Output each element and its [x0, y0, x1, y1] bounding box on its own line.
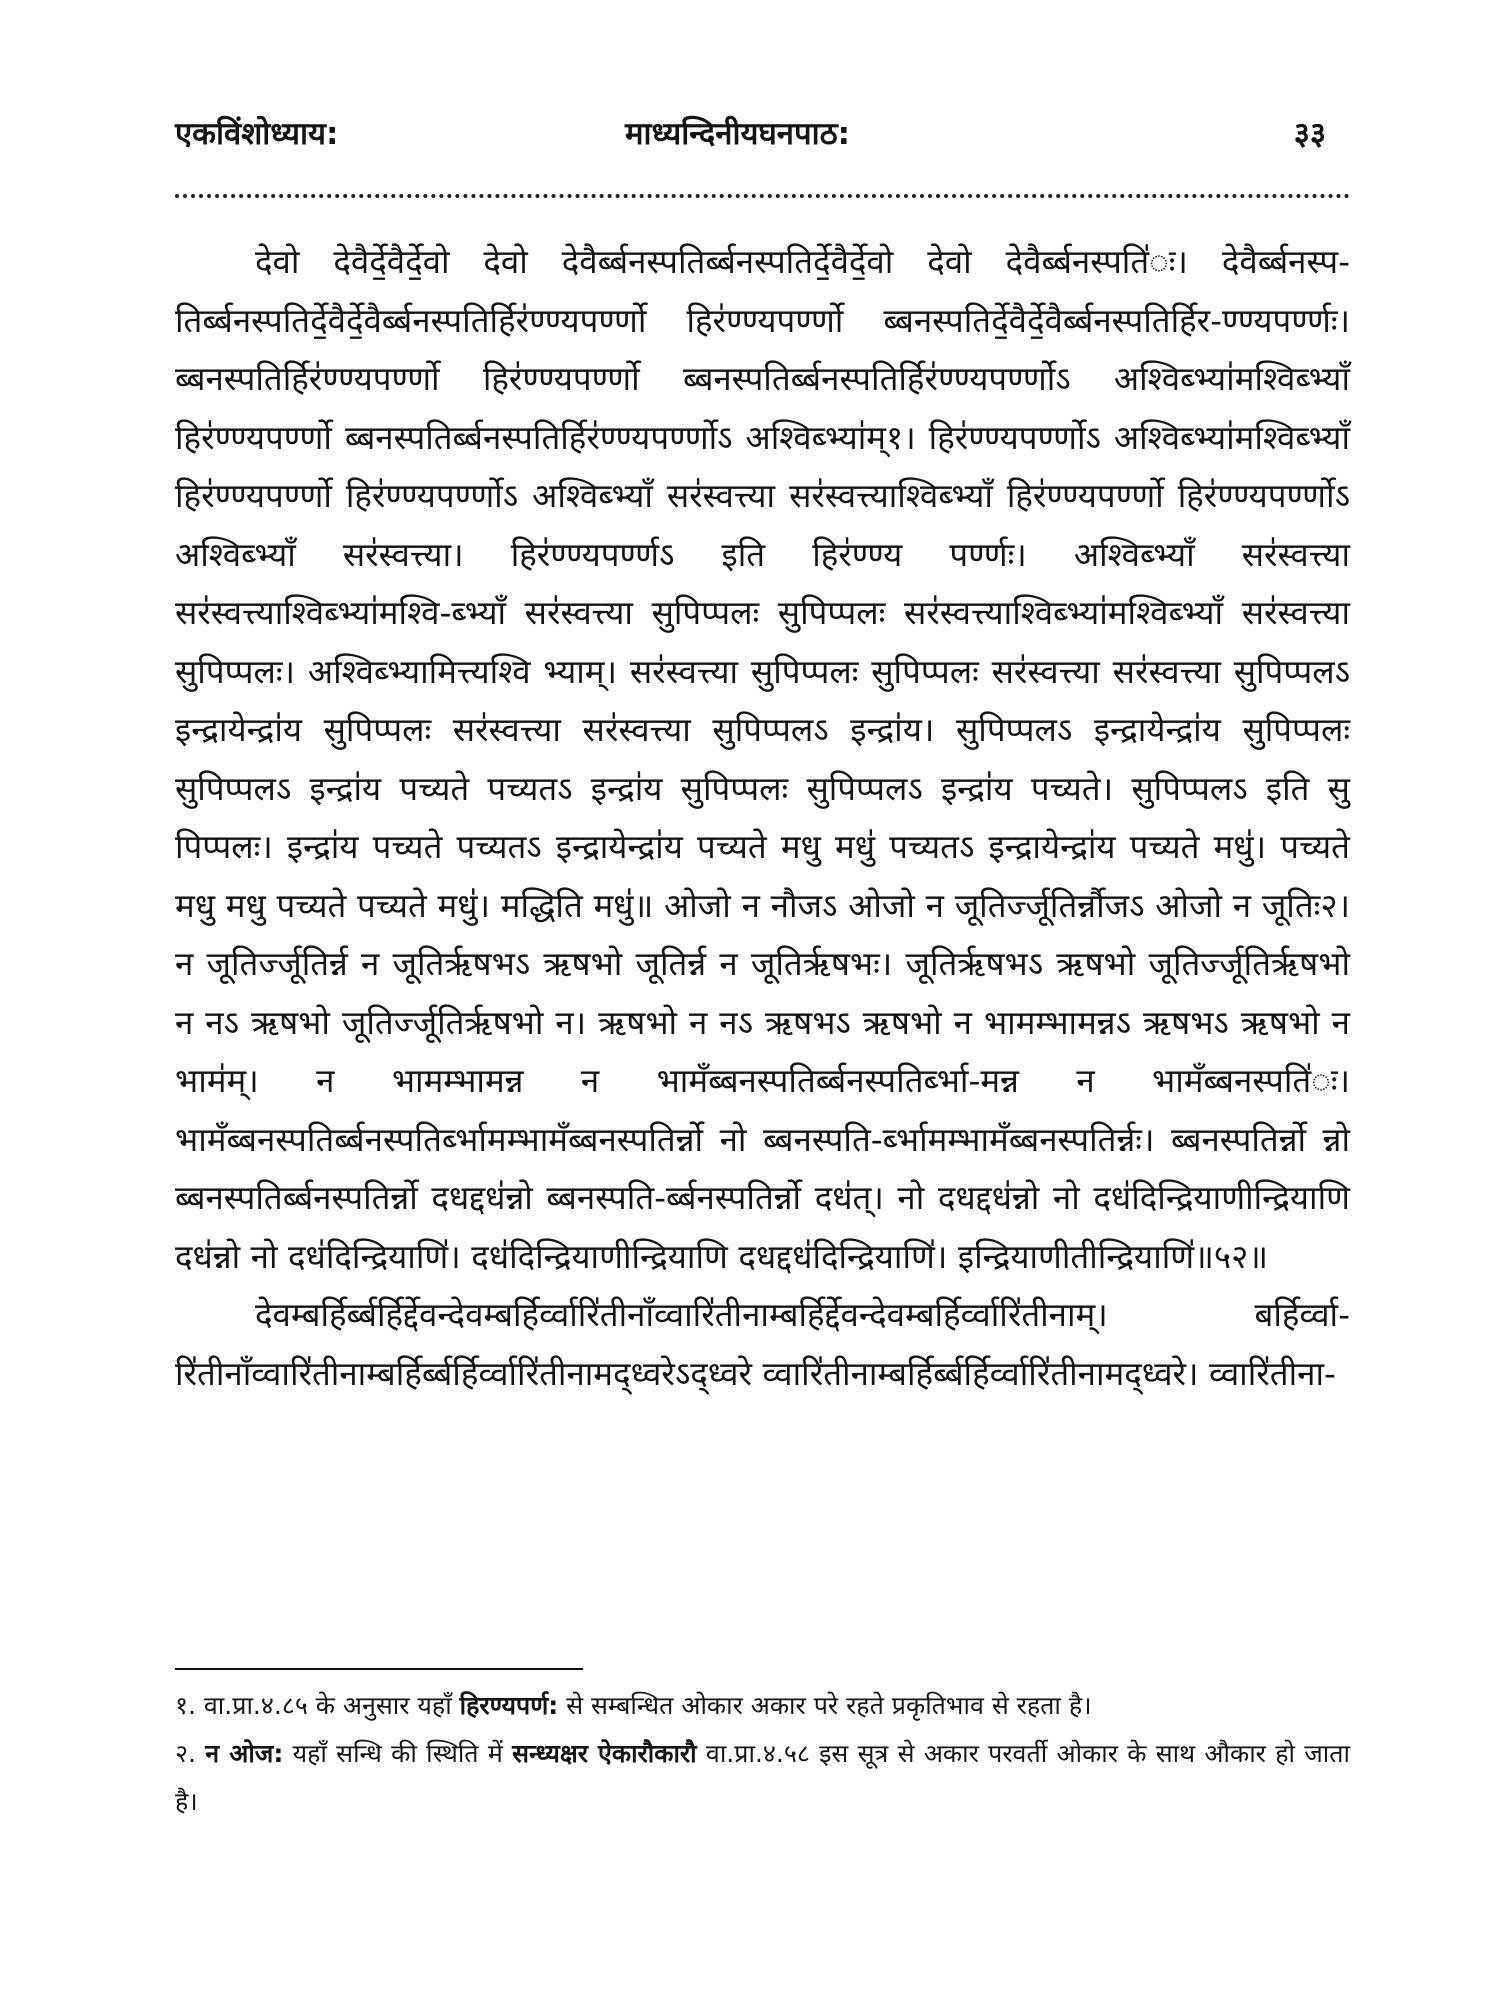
footnotes — [175, 1682, 1350, 1826]
footnote-1-number: १. — [175, 1691, 196, 1720]
footnote-divider — [175, 1668, 583, 1670]
paragraph-2: देवम्बर्हिर्ब्बर्हिर्द्देवन्देवम्बर्हिर्व्वारि॑तीनाँव्वारि॑तीनाम्बर्हिर्द्देवन्देवम्बर्हिर्व्वारि॑तीनाम्। बर्हिर्व्वा-रि॑तीनाँव्वारि॑तीनाम्बर्हिर्ब्बर्हिर्व्वारि॑तीनामद्ध्वरेऽद्ध्वरे व्वारि॑तीनाम्बर्हिर्ब्बर्हिर्व्वारि॑तीनामद्ध्वरे। व्वारि॑तीना- — [175, 1295, 1350, 1393]
main-text — [175, 233, 1350, 1403]
footnote-1-text: से सम्बन्धित ओकार अकार परे रहते प्रकृतिभाव से रहता है। — [558, 1691, 1092, 1720]
footnote-2 — [175, 1730, 1350, 1826]
footnote-2-rule: सन्ध्यक्षर ऐकारौकारौ — [512, 1739, 697, 1768]
page-header — [175, 112, 1350, 158]
footnote-2-number: २. — [175, 1739, 196, 1768]
footnote-2-text: वा.प्रा.४.५८ इस सूत्र से अकार परवर्ती ओकार के साथ औकार हो जाता है। — [175, 1739, 1351, 1816]
footnote-1-prefix: वा.प्रा.४.८५ के अनुसार यहाँ — [195, 1691, 460, 1720]
page-number: ३३ — [1293, 116, 1326, 152]
footnote-1 — [175, 1682, 1350, 1730]
footnote-2-term: न ओज: — [205, 1739, 284, 1768]
header-dotted-divider — [175, 194, 1350, 198]
paragraph-1: देवो देवैर्दे॒वैर्दे॒वो देवो देवैर्ब्बनस्पतिर्ब्बनस्पतिर्दे॒वैर्दे॒वो देवो देवैर्ब्बनस्पति॑ः। देवैर्ब्बनस्प-तिर्ब्बनस्पतिर्दे॒वैर्दे॒वैर्ब्बनस्पतिर्हिर॑ण्ण्यपर्ण्णो हिर॑ण्ण्यपर्ण्णो ब्बनस्पतिर्दे॒वैर्दे॒वैर्ब्बनस्पतिर्हिर-ण्ण्यपर्ण्णः। ब्बनस्पतिर्हिर॑ण्ण्यपर्ण्णो हिर॑ण्ण्यपर्ण्णो ब्बनस्पतिर्ब्बनस्पतिर्हिर॑ण्ण्यपर्ण्णोऽ अश्विब्भ्या॑मश्विब्भ्याँ हिर॑ण्ण्यपर्ण्णो ब्बनस्पतिर्ब्बनस्पतिर्हिर॑ण्ण्यपर्ण्णोऽ अश्विब्भ्या॑म्१। हिर॑ण्ण्यपर्ण्णोऽ अश्विब्भ्या॑मश्विब्भ्याँ हिर॑ण्ण्यपर्ण्णो हिर॑ण्ण्यपर्ण्णोऽ अश्विब्भ्याँ सर॑स्वत्त्या सर॑स्वत्त्याश्विब्भ्याँ हिर॑ण्ण्यपर्ण्णो हिर॑ण्ण्यपर्ण्णोऽ अश्विब्भ्याँ सर॑स्वत्त्या। हिर॑ण्ण्यपर्ण्णऽ इति हिर॑ण्ण्य पर्ण्णः। अश्विब्भ्याँ सर॑स्वत्त्या सर॑स्वत्त्याश्विब्भ्या॑मश्वि-ब्भ्याँ सर॑स्वत्त्या सुपिप्पलः सुपिप्पलः सर॑स्वत्त्याश्विब्भ्या॑मश्विब्भ्याँ सर॑स्वत्त्या सुपिप्पलः। अश्विब्भ्यामित्त्यश्वि भ्याम्। सर॑स्वत्त्या सुपिप्पलः सुपिप्पलः सर॑स्वत्त्या सर॑स्वत्त्या सुपिप्पलऽ इन्द्रायेन्द्रा॑य सुपिप्पलः सर॑स्वत्त्या सर॑स्वत्त्या सुपिप्पलऽ इन्द्रा॑य। सुपिप्पलऽ इन्द्रायेन्द्रा॑य सुपिप्पलः सुपिप्पलऽ इन्द्रा॑य पच्यते पच्यतऽ इन्द्रा॑य सुपिप्पलः सुपिप्पलऽ इन्द्रा॑य पच्यते। सुपिप्पलऽ इति सु पिप्पलः। इन्द्रा॑य पच्यते पच्यतऽ इन्द्रायेन्द्रा॑य पच्यते मधु मधु॑ पच्यतऽ इन्द्रायेन्द्रा॑य पच्यते मधु॑। पच्यते मधु मधु पच्यते पच्यते मधु॑। मद्धिति मधु॑॥ ओजो न नौजऽ ओजो न जूतिर्ज्जूतिर्न्नौजऽ ओजो न जूतिः२। न जूतिर्ज्जूतिर्न्न न जूतिर्ऋषभऽ ऋषभो जूतिर्न्न न जूतिर्ऋषभः। जूतिर्ऋषभऽ ऋषभो जूतिर्ज्जूतिर्ऋषभो न नऽ ऋषभो जूतिर्ज्जूतिर्ऋषभो न। ऋषभो न नऽ ऋषभऽ ऋषभो न भामम्भामन्नऽ ऋषभऽ ऋषभो न भाम॑म्। न भामम्भामन्न न भामँब्बनस्पतिर्ब्बनस्पतिर्ब्भा-मन्न न भामँब्बनस्पति॑ः। भामँब्बनस्पतिर्ब्बनस्पतिर्ब्भामम्भामँब्बनस्पतिर्न्नो नो ब्बनस्पति-र्ब्भामम्भामँब्बनस्पतिर्न्नः। ब्बनस्पतिर्न्नो न्नो ब्बनस्पतिर्ब्बनस्पतिर्न्नो दधद्दध॑न्नो ब्बनस्पति-र्ब्बनस्पतिर्न्नो दध॑त्। नो दधद्दध॑न्नो नो दध॑दिन्द्रियाणीन्द्रियाणि दध॑न्नो नो दध॑दिन्द्रियाणि॑। दध॑दिन्द्रियाणीन्द्रियाणि दधद्दध॑दिन्द्रियाणि॑। इन्द्रियाणीतीन्द्रियाणि॑॥५२॥ — [175, 242, 1350, 1276]
chapter-title: एकविंशोध्याय: — [175, 116, 339, 152]
book-title: माध्यन्दिनीयघनपाठ: — [625, 116, 851, 152]
footnote-1-term: हिरण्यपर्ण: — [459, 1691, 559, 1720]
footnote-2-mid: यहाँ सन्धि की स्थिति में — [283, 1739, 513, 1768]
